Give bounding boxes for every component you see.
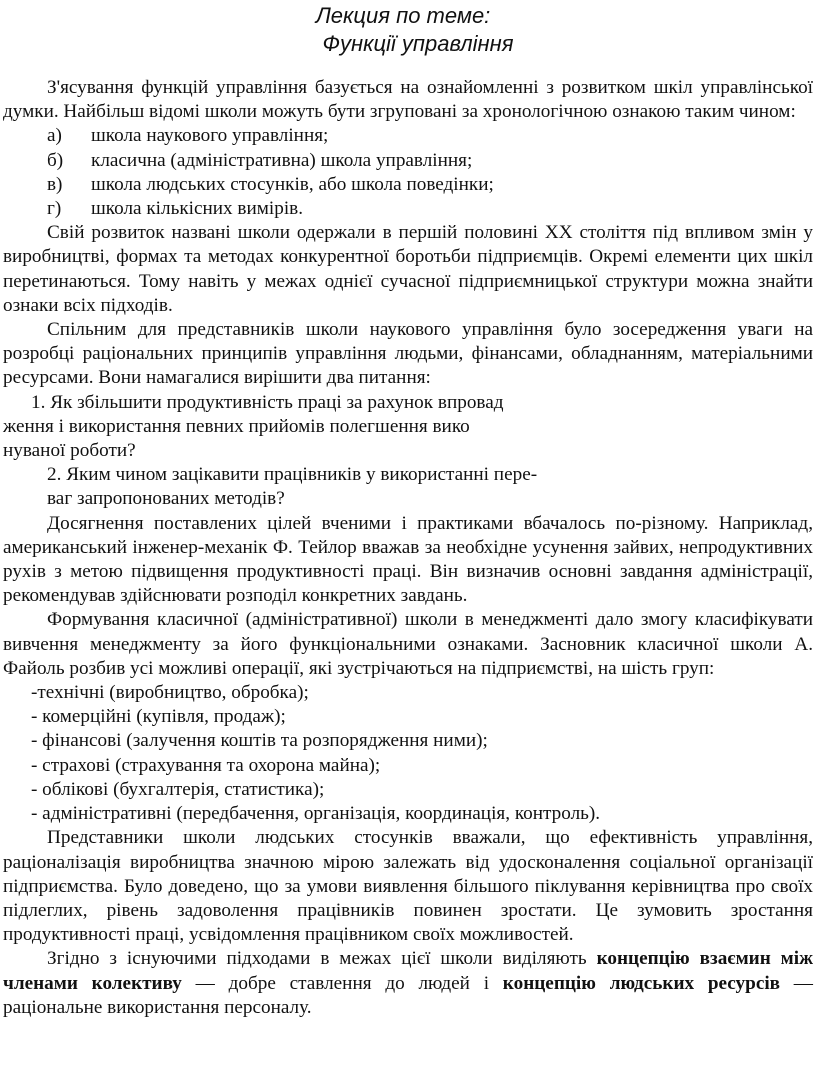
- list-marker: в): [47, 173, 63, 195]
- question-1-line-2: ження і використання певних прийомів полегшення вико: [3, 415, 470, 437]
- list-item: -технічні (виробництво, обробка);: [31, 682, 309, 704]
- list-text: школа кількісних вимірів.: [91, 198, 304, 220]
- final-text-3: — раціональне використання персоналу.: [3, 972, 813, 1018]
- human-relations-paragraph: Представники школи людських стосунків вважали, що ефективність управління, раціоналізація виробництва значною мірою залежать від удосконалення соціальної організації підприємства. Було доведено, що за умови виявлення більшого піклування керівництва про своїх підлеглих, рівень задоволення працівників повинен зростати. Це зумовить зростання продуктивності праці, усвідомлення працівником своїх можливостей.: [3, 827, 813, 946]
- concept-human-resources-bold: концепцію людських ресурсів: [502, 972, 781, 994]
- list-item: - комерційні (купівля, продаж);: [31, 706, 286, 728]
- fayol-paragraph: Формування класичної (адміністративної) школи в менеджменті дало змогу класифікувати вивчення менеджменту за його функціональними ознаками. Засновник класичної школи А. Файоль розбив усі можливі операції, які зустрічаються на підприємстві, на шість груп:: [3, 609, 813, 679]
- list-item: - страхові (страхування та охорона майна);: [31, 754, 381, 776]
- concept-relations-bold: концепцію взаємин між членами колективу: [3, 948, 813, 994]
- question-1-line-3: нуваної роботи?: [3, 440, 136, 462]
- list-item: [3, 197, 813, 221]
- lecture-title: [23, 2, 813, 58]
- taylor-paragraph: Досягнення поставлених цілей вченими і практиками вбачалось по-різному. Наприклад, американський інженер-механік Ф. Тейлор вважав за необхідне усунення зайвих, непродуктивних рухів з метою підвищення продуктивності праці. Він визначив основні завдання адміністрації, рекомендував здійснювати розподіл конкретних завдань.: [3, 512, 813, 607]
- question-1: [3, 391, 813, 464]
- question-2: [3, 463, 813, 511]
- final-paragraph: [3, 947, 813, 1020]
- development-paragraph: Свій розвиток названі школи одержали в першій половині XX століття під впливом змін у виробництві, формах та методах конкурентної боротьби підприємців. Окремі елементи цих шкіл перетинаються. Тому навіть у межах однієї сучасної підприємницької структури можна знайти ознаки всіх підходів.: [3, 222, 813, 316]
- schools-list: [3, 124, 813, 221]
- list-item: - облікові (бухгалтерія, статистика);: [31, 778, 325, 800]
- list-text: класична (адміністративна) школа управління;: [91, 149, 473, 171]
- list-item: [3, 173, 813, 197]
- list-marker: а): [47, 125, 62, 147]
- list-marker: б): [47, 149, 64, 171]
- list-item: - адміністративні (передбачення, організація, координація, контроль).: [31, 803, 601, 825]
- list-marker: г): [47, 198, 62, 220]
- title-line-1: Лекция по теме:: [315, 3, 491, 28]
- question-2-line-2: ваг запропонованих методів?: [47, 488, 285, 510]
- scientific-school-paragraph: Спільним для представників школи наукового управління було зосередження уваги на розробці раціональних принципів управління людьми, фінансами, обладнанням, матеріальними ресурсами. Вони намагалися вирішити два питання:: [3, 319, 813, 389]
- operation-groups-list: [3, 681, 813, 826]
- list-item: [3, 124, 813, 148]
- title-line-2: Функції управління: [322, 31, 514, 56]
- question-2-line-1: 2. Яким чином зацікавити працівників у використанні пере-: [47, 464, 538, 486]
- list-item: [3, 149, 813, 173]
- final-text-2: — добре ставлення до людей і: [181, 972, 503, 994]
- list-text: школа людських стосунків, або школа поведінки;: [91, 173, 494, 195]
- list-item: - фінансові (залучення коштів та розпорядження ними);: [31, 730, 488, 752]
- question-1-line-1: 1. Як збільшити продуктивність праці за рахунок впровад: [31, 391, 504, 413]
- intro-paragraph: З'ясування функцій управління базується на ознайомленні з розвитком шкіл управлінської думки. Найбільш відомі школи можуть бути згруповані за хронологічною ознакою таким чином:: [3, 77, 813, 123]
- final-text-1: Згідно з існуючими підходами в межах цієї школи виділяють: [47, 948, 597, 970]
- list-text: школа наукового управління;: [91, 125, 329, 147]
